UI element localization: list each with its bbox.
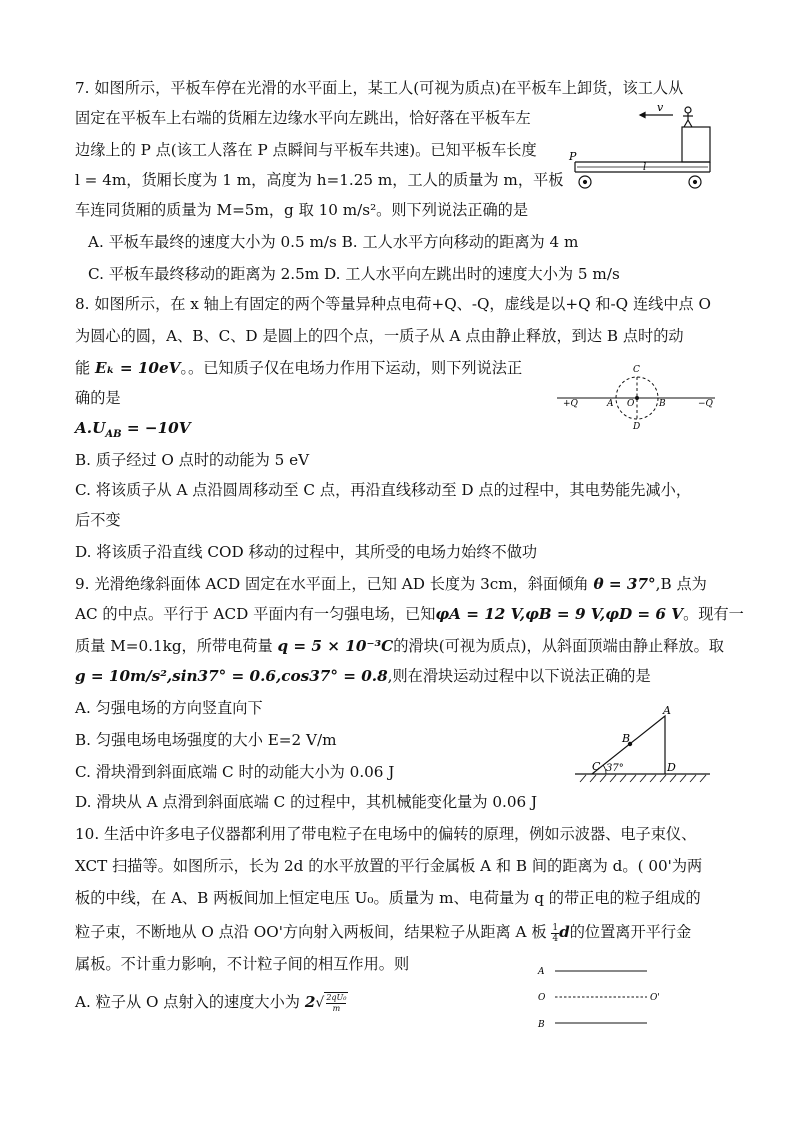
q10-line-2: XCT 扫描等。如图所示，长为 2d 的水平放置的平行金属板 A 和 B 间的距离为 d。( 00'为两	[75, 857, 703, 875]
q10-plates-figure	[535, 960, 670, 1032]
q7-line-2: 固定在平板车上右端的货厢左边缘水平向左跳出，恰好落在平板车左	[75, 109, 531, 127]
q10-fraction: $\frac{1}{4}$	[552, 922, 559, 944]
q9-line-3: 质量 M=0.1kg，所带电荷量 q = 5 × 10⁻³C的滑块(可视为质点)，从斜面顶端由静止释放。取	[75, 637, 724, 655]
q8-option-c-2: 后不变	[75, 511, 121, 529]
q8-ek-formula: Eₖ = 10eV	[95, 359, 181, 377]
q9-option-d: D. 滑块从 A 点滑到斜面底端 C 的过程中，其机械能变化量为 0.06 J	[75, 793, 538, 811]
q8-line-1: 8. 如图所示，在 x 轴上有固定的两个等量异种点电荷+Q、-Q，虚线是以+Q 和-Q 连线中点 O	[75, 295, 711, 313]
q8-fig-minus-q: −Q	[698, 399, 713, 409]
q7-fig-v: v	[657, 101, 664, 114]
q7-fig-l: l	[643, 162, 647, 173]
q9-fig-d: D	[667, 761, 676, 774]
q9-fig-a: A	[663, 704, 671, 717]
q7-line-5: 车连同货厢的质量为 M=5m，g 取 10 m/s²。则下列说法正确的是	[75, 201, 529, 219]
q7-options-cd: C. 平板车最终移动的距离为 2.5m D. 工人水平向左跳出时的速度大小为 5 m/s	[88, 265, 620, 283]
q10-fig-a: A	[538, 967, 545, 977]
q10-option-a: A. 粒子从 O 点射入的速度大小为 2√ $\frac{\text{2qU₀}}{m}$	[75, 993, 347, 1013]
q9-fig-c: C	[592, 760, 601, 773]
q9-line-2: AC 的中点。平行于 ACD 平面内有一匀强电场，已知φA = 12 V,φB = 9 V,φD = 6 V。现有一	[75, 605, 744, 623]
q8-option-d: D. 将该质子沿直线 COD 移动的过程中，其所受的电场力始终不做功	[75, 543, 538, 561]
q8-fig-a: A	[607, 399, 614, 409]
q10-fig-o: O	[538, 993, 546, 1003]
q8-fig-d: D	[633, 422, 641, 432]
q10-line-5: 属板。不计重力影响，不计粒子间的相互作用。则	[75, 955, 410, 973]
q7-cart-figure	[565, 100, 720, 195]
q9-fig-angle: 37°	[606, 763, 624, 774]
q10-fig-o-prime: O'	[650, 993, 660, 1003]
q10-line-1: 10. 生活中许多电子仪器都利用了带电粒子在电场中的偏转的原理，例如示波器、电子束仪、	[75, 825, 697, 843]
q7-fig-p: P	[569, 150, 577, 163]
q8-fig-c: C	[633, 365, 640, 375]
q9-option-c: C. 滑块滑到斜面底端 C 时的动能大小为 0.06 J	[75, 763, 395, 781]
q8-charge-figure	[555, 362, 720, 432]
q9-fig-b: B	[622, 732, 631, 745]
q8-option-c-1: C. 将该质子从 A 点沿圆周移动至 C 点，再沿直线移动至 D 点的过程中，其电势能先减小，	[75, 481, 692, 499]
q10-line-4: 粒子束，不断地从 O 点沿 OO'方向射入两板间，结果粒子从距离 A 板 $\frac{1}{4}$ d的位置离开平行金	[75, 922, 692, 944]
q7-line-4: l = 4m，货厢长度为 1 m，高度为 h=1.25 m，工人的质量为 m，平板	[75, 171, 564, 189]
q7-line-3: 边缘上的 P 点(该工人落在 P 点瞬间与平板车共速)。已知平板车长度	[75, 141, 537, 159]
q8-line-3: 能 Eₖ = 10eV。。已知质子仅在电场力作用下运动，则下列说法正	[75, 359, 523, 377]
q7-line-1: 7. 如图所示，平板车停在光滑的水平面上，某工人(可视为质点)在平板车上卸货，该工人从	[75, 79, 684, 97]
q10-fig-b: B	[538, 1020, 545, 1030]
q9-option-a: A. 匀强电场的方向竖直向下	[75, 699, 263, 717]
q8-line-4: 确的是	[75, 389, 121, 407]
q7-options-ab: A. 平板车最终的速度大小为 0.5 m/s B. 工人水平方向移动的距离为 4 m	[88, 233, 579, 251]
q9-incline-figure	[570, 700, 720, 785]
q8-fig-o: O	[627, 399, 635, 409]
q9-option-b: B. 匀强电场电场强度的大小 E=2 V/m	[75, 731, 337, 749]
q8-line-2: 为圆心的圆，A、B、C、D 是圆上的四个点，一质子从 A 点由静止释放，到达 B 点时的动	[75, 327, 684, 345]
q10-sqrt-fraction: $\frac{\text{2qU₀}}{m}$	[326, 993, 347, 1013]
q10-line-3: 板的中线，在 A、B 两板间加上恒定电压 U₀。质量为 m、电荷量为 q 的带正电的粒子组成的	[75, 889, 701, 907]
q9-line-1: 9. 光滑绝缘斜面体 ACD 固定在水平面上，已知 AD 长度为 3cm，斜面倾角 θ = 37°,B 点为	[75, 575, 707, 593]
q8-option-a: $A.U_{AB} = -10V$	[75, 419, 191, 441]
q9-line-4: g = 10m/s²,sin37° = 0.6,cos37° = 0.8,则在滑块运动过程中以下说法正确的是	[75, 667, 651, 685]
q8-option-b: B. 质子经过 O 点时的动能为 5 eV	[75, 451, 310, 469]
q8-fig-b: B	[659, 399, 666, 409]
q8-fig-plus-q: +Q	[563, 399, 578, 409]
